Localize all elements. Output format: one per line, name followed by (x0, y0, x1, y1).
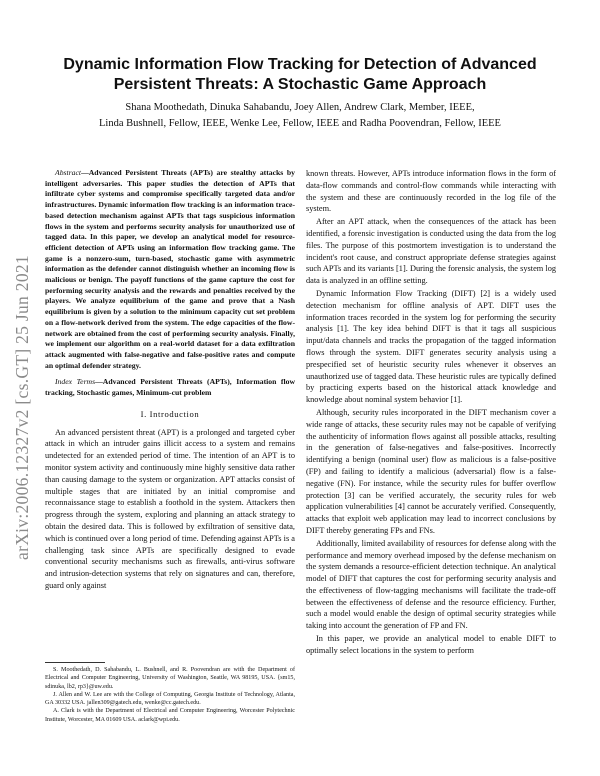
body-paragraph: Additionally, limited availability of resources for defense along with the performance and memory overhead imposed by the defense mechanism on the system demands a resource-efficient detection technique. An analytical model of DIFT that captures the cost for performing security analysis and the effectiveness of flow-tagging mechanisms will facilitate the trade-off between the effectiveness of defense and the resource efficiency. Further, such a model would enable the design of optimal security strategies while taking into account the generation of FP and FN. (306, 538, 556, 631)
footnote-wpi: A. Clark is with the Department of Electrical and Computer Engineering, Worcester Polytechnic Institute, Worcester, MA 01609 USA. aclark@wpi.edu. (45, 708, 295, 723)
title-line-1: Dynamic Information Flow Tracking for Detection of Advanced (63, 56, 537, 73)
abstract-text: —Advanced Persistent Threats (APTs) are stealthy attacks by intelligent adversaries. This paper studies the detection of APTs that infiltrate cyber systems and compromise specifically targeted data and/or infrastructures. Dynamic information flow tracking is an information trace-based detection mechanism against APTs that tags suspicious information flows in the system and performs security analysis for unauthorized use of tagged data. In this paper, we develop an analytical model for resource-efficient detection of APTs using an information flow tracking game. The game is a nonzero-sum, turn-based, stochastic game with asymmetric information as the defender cannot distinguish whether an incoming flow is malicious or benign. The payoff functions of the game capture the cost for performing security analysis and the rewards and penalties received by the players. We analyze equilibrium of the game and prove that a Nash equilibrium is given by a solution to the minimum capacity cut set problem on a flow-network derived from the system. The edge capacities of the flow-network are obtained from the cost of performing security analysis. Finally, we implement our algorithm on a real-world dataset for a data exfiltration attack augmented with false-negative and false-positive rates and compute an optimal defender strategy. (45, 168, 295, 370)
abstract (45, 168, 295, 371)
body-paragraph: Dynamic Information Flow Tracking (DIFT) [2] is a widely used detection mechanism for offline analysis of APT. DIFT uses the information traces recorded in the system log for performing the security analysis [1]. The key idea behind DIFT is that it tags all suspicious input/data channels and tracks the propagation of the tagged information flows through the system. DIFT generates security analysis using a prespecified set of heuristic security rules whenever it observes an unauthorized use of tagged data. These heuristic rules are typically defined by practicing experts based on the historical attack knowledge and knowledge about nominal system behavior [1]. (306, 288, 556, 405)
arxiv-identifier: arXiv:2006.12327v2 [cs.GT] 25 Jun 2021 (12, 255, 32, 560)
body-paragraph: After an APT attack, when the consequences of the attack has been identified, a forensic investigation is conducted using the data from the log files. The purpose of this postmortem investigation is to understand the incident's root cause, and construct appropriate defense strategies against such APTs and its variants [1]. During the forensic analysis, the system log data is analyzed in an offline setting. (306, 217, 556, 286)
left-column (45, 168, 295, 593)
index-terms-label: Index Terms (55, 377, 96, 387)
arxiv-sidebar-stamp (4, 180, 34, 560)
index-terms-text: —Advanced Persistent Threats (APTs), Information flow tracking, Stochastic games, Minimum-cut problem (45, 377, 295, 398)
paper-title (40, 55, 560, 95)
footnote-uw: S. Moothedath, D. Sahabandu, L. Bushnell, and R. Poovendran are with the Department of Electrical and Computer Engineering, University of Washington, Seattle, WA 98195, USA. {sm15, sdinuka, lb2, rp3}@uw.edu. (45, 667, 295, 690)
authors-line-2: Linda Bushnell, Fellow, IEEE, Wenke Lee, Fellow, IEEE and Radha Poovendran, Fellow, IEEE (99, 118, 501, 129)
footnote-rule (45, 662, 105, 663)
authors-line-1: Shana Moothedath, Dinuka Sahabandu, Joey Allen, Andrew Clark, Member, IEEE, (125, 102, 475, 113)
index-terms (45, 377, 295, 398)
footnotes (45, 666, 295, 724)
intro-paragraph: An advanced persistent threat (APT) is a prolonged and targeted cyber attack in which an intruder gains illicit access to a system and remains undetected for an extended period of time. The intention of an APT is to monitor system activity and continuously mine highly sensitive data rather than causing damage to the system or organization. APT attacks consist of multiple stages that are initiated by an initial compromise and reconnaissance stage to establish a foothold in the system. Attackers then progress through the system, exploring and planning an attack strategy to obtain the desired data. This is followed by exfiltration of sensitive data, which is continued over a long period of time. Defending against APTs is a challenging task since APTs are specifically designed to evade conventional security mechanisms such as firewalls, anti-virus software and intrusion-detection systems that rely on signatures and can, therefore, guard only against (45, 427, 295, 590)
body-paragraph: Although, security rules incorporated in the DIFT mechanism cover a wide range of attacks, these security rules may not be capable of verifying the authenticity of information flows against all possible attacks, resulting in the generation of false-negatives and false-positives. Incorrectly identifying a benign (nominal user) flow as malicious is a false-positive (FP) and failing to identify a malicious (adversarial) flow is a false-negative (FN). For instance, while the security rules for buffer overflow protection [3] can be verified accurately, the security rules for web application vulnerabilities [4] cannot be accurately verified. Consequently, attacks that exploit web application may lead to incorrect conclusions by DIFT thereby generating FPs and FNs. (306, 407, 556, 535)
section-heading: I. Introduction (140, 408, 200, 419)
author-list (40, 100, 560, 132)
body-paragraph: In this paper, we provide an analytical model to enable DIFT to optimally select locations in the system to perform (306, 634, 556, 655)
footnote-gatech: J. Allen and W. Lee are with the College of Computing, Georgia Institute of Technology, Atlanta, GA 30332 USA. jallen309@gatech.edu, wenke@cc.gatech.edu. (45, 691, 295, 707)
title-line-2: Persistent Threats: A Stochastic Game Approach (113, 76, 487, 93)
right-column (306, 168, 556, 658)
abstract-label: Abstract (55, 168, 82, 177)
body-paragraph: known threats. However, APTs introduce information flows in the form of data-flow commands and control-flow commands while interacting with the system and these are continuously recorded in the log file of the system. (306, 169, 556, 214)
